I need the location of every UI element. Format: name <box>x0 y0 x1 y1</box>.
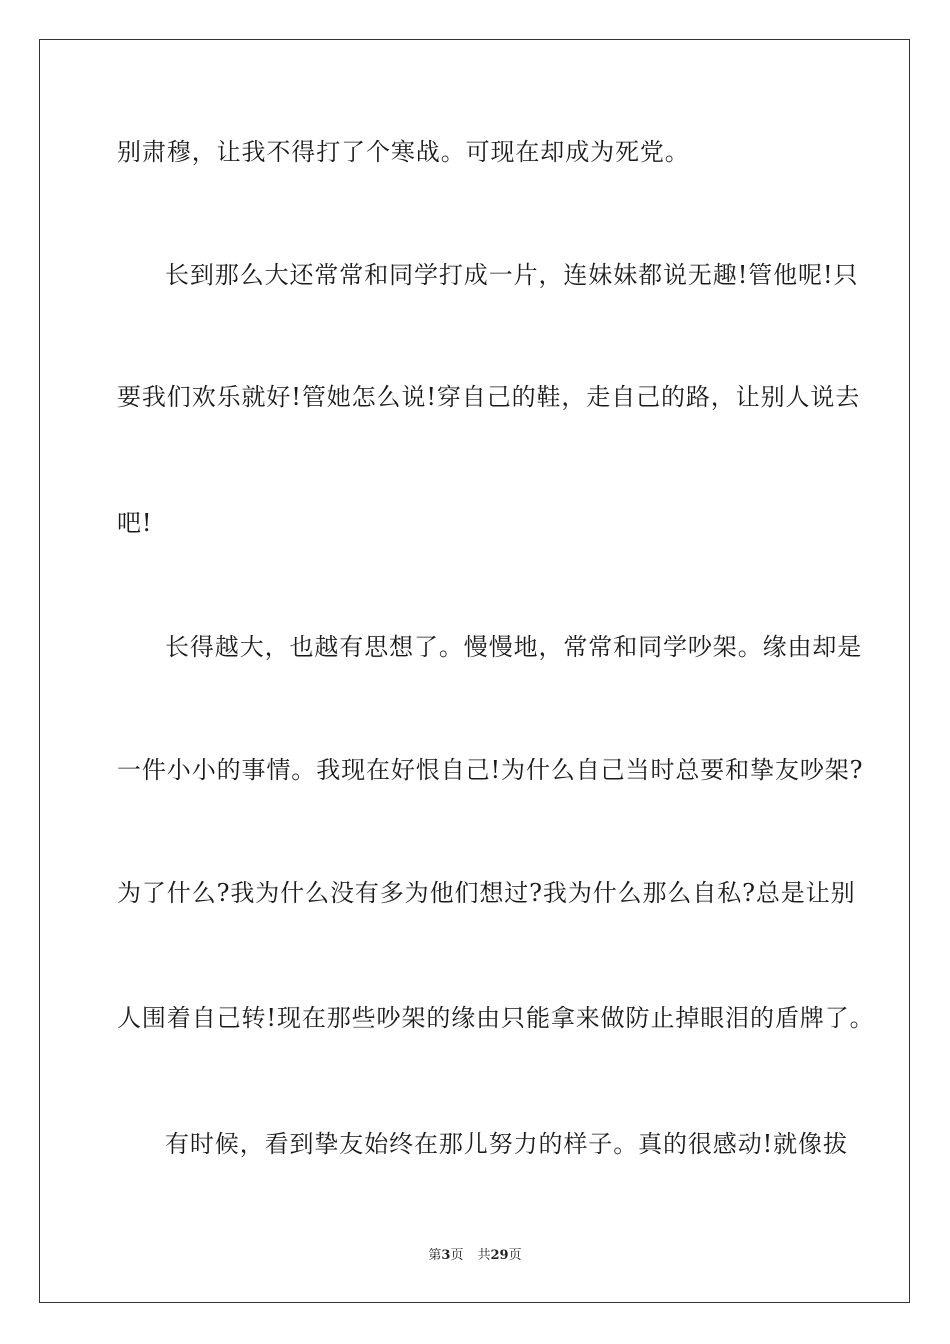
page-frame <box>39 39 910 1303</box>
page-number-prefix: 第 <box>428 1248 442 1263</box>
paragraph-line-2: 长到那么大还常常和同学打成一片，连妹妹都说无趣!管他呢!只 <box>165 261 859 289</box>
page-number-suffix: 页 <box>450 1248 464 1263</box>
paragraph-line-4: 吧! <box>117 509 153 537</box>
paragraph-line-3: 要我们欢乐就好!管她怎么说!穿自己的鞋，走自己的路，让别人说去 <box>117 383 861 411</box>
paragraph-line-7: 为了什么?我为什么没有多为他们想过?我为什么那么自私?总是让别 <box>117 879 856 907</box>
total-pages: 29 <box>490 1248 509 1263</box>
page-footer <box>0 1247 950 1265</box>
page-number: 3 <box>441 1248 451 1263</box>
paragraph-line-5: 长得越大，也越有思想了。慢慢地，常常和同学吵架。缘由却是 <box>165 633 863 661</box>
paragraph-line-9: 有时候，看到挚友始终在那儿努力的样子。真的很感动!就像拔 <box>165 1130 848 1158</box>
paragraph-line-1: 别肃穆，让我不得打了个寒战。可现在却成为死党。 <box>117 138 690 166</box>
total-pages-prefix: 共 <box>477 1248 491 1263</box>
paragraph-line-6: 一件小小的事情。我现在好恨自己!为什么自己当时总要和挚友吵架? <box>117 756 864 784</box>
paragraph-line-8: 人围着自己转!现在那些吵架的缘由只能拿来做防止掉眼泪的盾牌了。 <box>117 1004 875 1032</box>
total-pages-suffix: 页 <box>508 1248 522 1263</box>
